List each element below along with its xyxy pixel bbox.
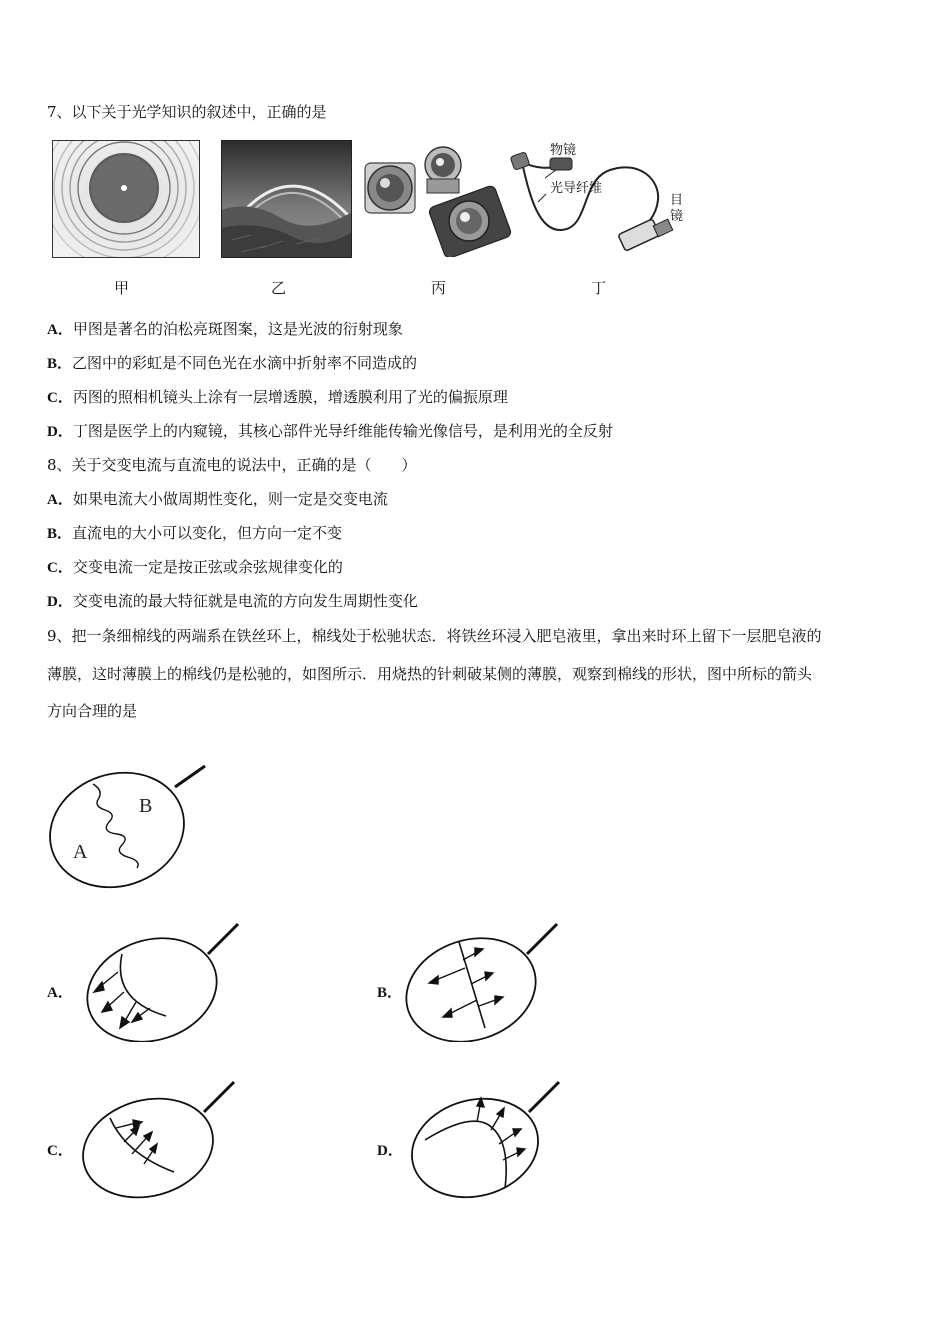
q9-option-a-label: A． — [47, 985, 73, 1001]
fiber-label: 光导纤维 — [550, 181, 603, 196]
endoscope-figure — [510, 140, 690, 260]
objective-label: 物镜 — [550, 143, 577, 158]
caption-jia: 甲 — [114, 279, 130, 297]
q8-option-b: B．直流电的大小可以变化，但方向一定不变 — [47, 524, 343, 542]
q9-main-figure — [45, 762, 210, 890]
q9-option-c-label: C． — [47, 1143, 73, 1159]
caption-bing: 丙 — [431, 279, 447, 297]
q8-stem: 8、关于交变电流与直流电的说法中，正确的是（ ） — [47, 456, 417, 474]
camera-lens-figure — [363, 145, 513, 257]
q7-option-b: B．乙图中的彩虹是不同色光在水滴中折射率不同造成的 — [47, 354, 418, 372]
q9-option-a-figure — [82, 920, 242, 1042]
q7-stem: 7、以下关于光学知识的叙述中，正确的是 — [47, 103, 327, 121]
q9-option-d-figure — [407, 1078, 567, 1200]
q9-stem-line-1: 9、把一条细棉线的两端系在铁丝环上，棉线处于松驰状态．将铁丝环浸入肥皂液里，拿出来时环上留下一层肥皂液的 — [47, 627, 822, 645]
q9-stem-line-2: 薄膜，这时薄膜上的棉线仍是松驰的，如图所示．用烧热的针刺破某侧的薄膜，观察到棉线的形状，图中所标的箭头 — [47, 665, 813, 683]
q9-option-c-figure — [76, 1078, 238, 1200]
caption-ding: 丁 — [591, 279, 607, 297]
caption-yi: 乙 — [271, 279, 287, 297]
eyepiece-label-2: 镜 — [670, 209, 684, 224]
q8-option-c: C．交变电流一定是按正弦或余弦规律变化的 — [47, 558, 343, 576]
q9-option-d-label: D． — [377, 1143, 403, 1159]
q7-option-a: A．甲图是著名的泊松亮斑图案，这是光波的衍射现象 — [47, 320, 403, 338]
q7-option-d: D．丁图是医学上的内窥镜，其核心部件光导纤维能传输光像信号，是利用光的全反射 — [47, 422, 613, 440]
q7-option-c: C．丙图的照相机镜头上涂有一层增透膜，增透膜利用了光的偏振原理 — [47, 388, 508, 406]
poisson-spot-figure — [52, 140, 200, 258]
q9-option-b-figure — [403, 920, 563, 1042]
q9-option-b-label: B． — [377, 985, 403, 1001]
q9-stem-line-3: 方向合理的是 — [47, 702, 138, 720]
q8-option-a: A．如果电流大小做周期性变化，则一定是交变电流 — [47, 490, 388, 508]
eyepiece-label-1: 目 — [670, 193, 684, 208]
rainbow-photo-figure — [221, 140, 352, 258]
q8-option-d: D．交变电流的最大特征就是电流的方向发生周期性变化 — [47, 592, 418, 610]
region-b-label: B — [139, 795, 153, 817]
region-a-label: A — [73, 841, 88, 863]
